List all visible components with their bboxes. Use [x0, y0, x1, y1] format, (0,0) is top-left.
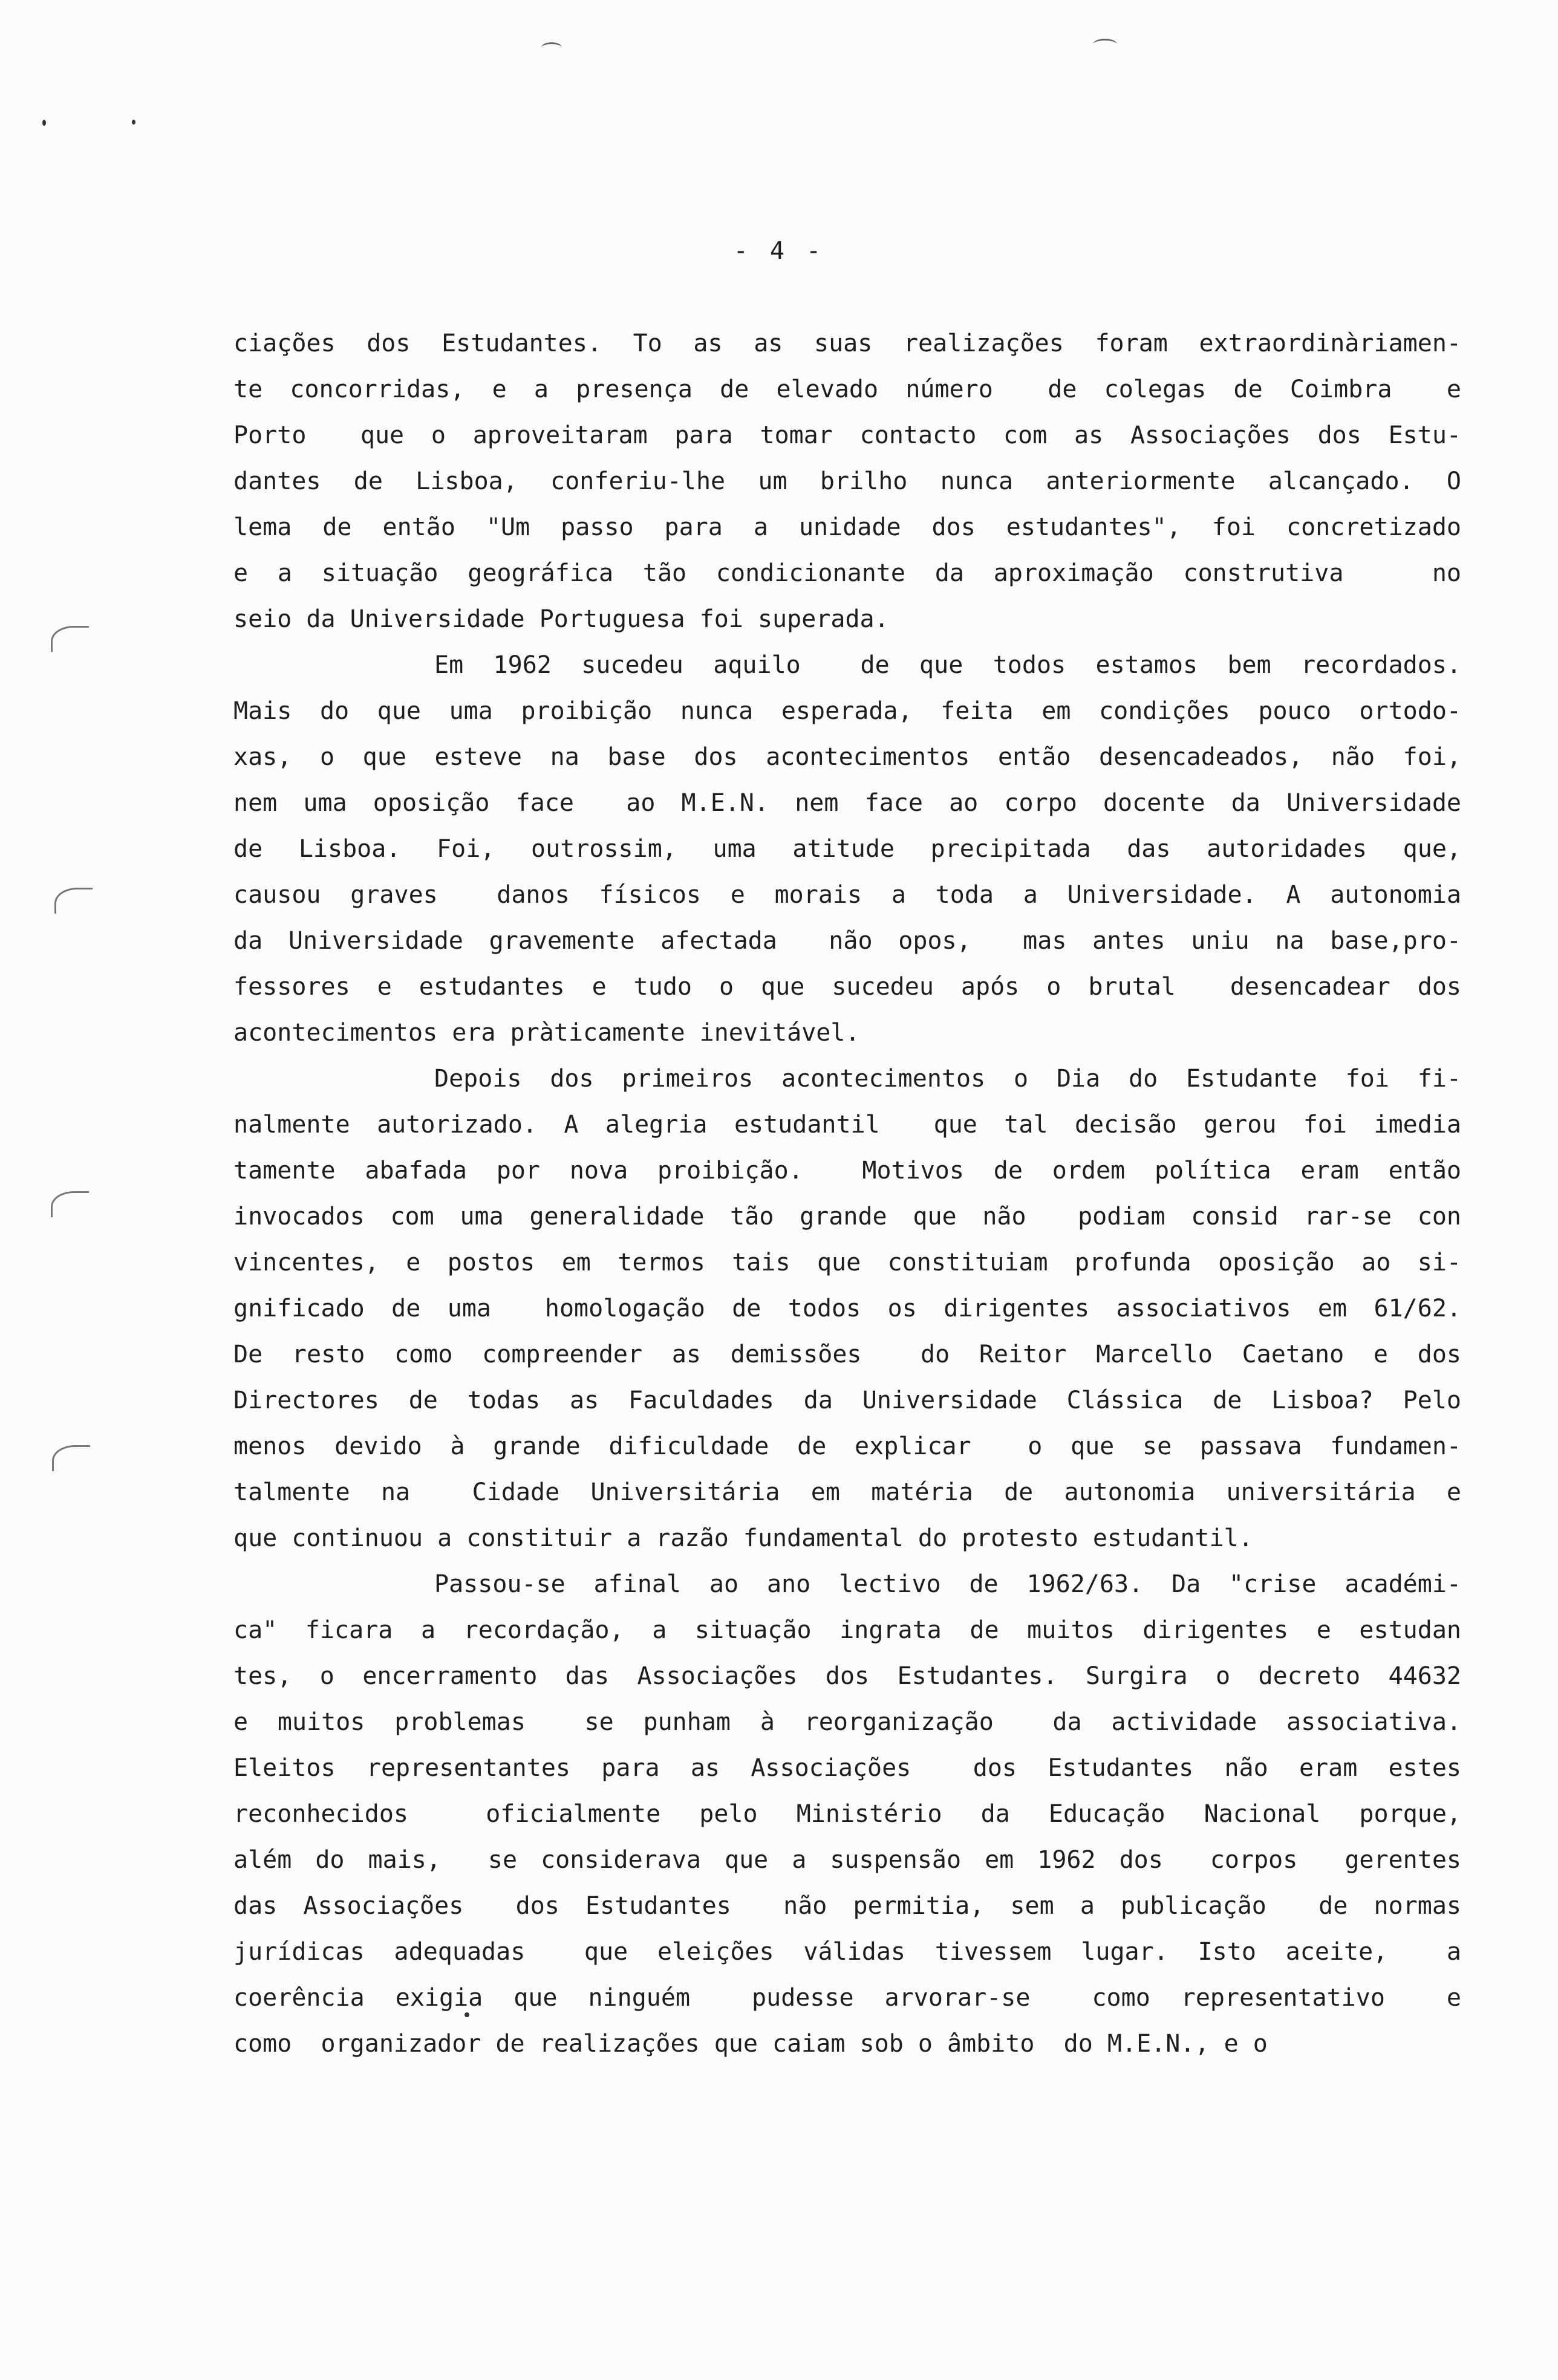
text-line: além do mais, se considerava que a suspensão em 1962 dos corpos gerentes [233, 1846, 1461, 1874]
text-line: acontecimentos era pràticamente inevitável. [233, 1019, 860, 1047]
text-line: como organizador de realizações que caiam sob o âmbito do M.E.N., e o [233, 2030, 1268, 2058]
scan-speck [132, 120, 135, 125]
text-line: ciações dos Estudantes. To as as suas realizações foram extraordinàriamen- [233, 330, 1461, 357]
document-body [233, 320, 1461, 2067]
binding-hole-mark [51, 1191, 89, 1217]
text-line: ca" ficara a recordação, a situação ingrata de muitos dirigentes e estudan [233, 1616, 1461, 1644]
scan-mark [1093, 39, 1117, 50]
text-line: menos devido à grande dificuldade de explicar o que se passava fundamen- [233, 1432, 1461, 1460]
scan-mark [541, 42, 562, 53]
text-line: Mais do que uma proibição nunca esperada, feita em condições pouco ortodo- [233, 697, 1461, 725]
text-line: nem uma oposição face ao M.E.N. nem face ao corpo docente da Universidade [233, 789, 1461, 817]
text-line: das Associações dos Estudantes não permitia, sem a publicação de normas [233, 1892, 1461, 1920]
text-line: Passou-se afinal ao ano lectivo de 1962/63. Da "crise académi- [434, 1570, 1461, 1598]
text-line: de Lisboa. Foi, outrossim, uma atitude precipitada das autoridades que, [233, 835, 1461, 863]
text-line: tes, o encerramento das Associações dos Estudantes. Surgira o decreto 44632 [233, 1662, 1461, 1690]
text-line: nalmente autorizado. A alegria estudantil que tal decisão gerou foi imedia [233, 1111, 1461, 1139]
text-line: da Universidade gravemente afectada não opos, mas antes uniu na base,pro- [233, 927, 1461, 955]
text-line: lema de então "Um passo para a unidade dos estudantes", foi concretizado [233, 513, 1461, 541]
text-line: e muitos problemas se punham à reorganização da actividade associativa. [233, 1708, 1461, 1736]
text-line: te concorridas, e a presença de elevado número de colegas de Coimbra e [233, 376, 1461, 403]
paragraph [233, 320, 1461, 642]
text-line: que continuou a constituir a razão fundamental do protesto estudantil. [233, 1524, 1253, 1552]
text-line: dantes de Lisboa, conferiu-lhe um brilho nunca anteriormente alcançado. O [233, 467, 1461, 495]
text-line: Depois dos primeiros acontecimentos o Dia do Estudante foi fi- [434, 1065, 1461, 1093]
text-line: fessores e estudantes e tudo o que sucedeu após o brutal desencadear dos [233, 973, 1461, 1001]
text-line: talmente na Cidade Universitária em matéria de autonomia universitária e [233, 1478, 1461, 1506]
text-line: Porto que o aproveitaram para tomar contacto com as Associações dos Estu- [233, 421, 1461, 449]
text-line: causou graves danos físicos e morais a toda a Universidade. A autonomia [233, 881, 1461, 909]
text-line: De resto como compreender as demissões do Reitor Marcello Caetano e dos [233, 1341, 1461, 1368]
text-line: coerência exigia que ninguém pudesse arvorar-se como representativo e [233, 1984, 1461, 2012]
binding-hole-mark [52, 1445, 90, 1471]
text-line: gnificado de uma homologação de todos os dirigentes associativos em 61/62. [233, 1295, 1461, 1322]
text-line: invocados com uma generalidade tão grande que não podiam consid rar-se con [233, 1203, 1461, 1231]
paragraph [233, 642, 1461, 1056]
text-line: Em 1962 sucedeu aquilo de que todos estamos bem recordados. [434, 651, 1461, 679]
text-line: reconhecidos oficialmente pelo Ministério da Educação Nacional porque, [233, 1800, 1461, 1828]
binding-hole-mark [51, 626, 89, 652]
text-line: jurídicas adequadas que eleições válidas tivessem lugar. Isto aceite, a [233, 1938, 1461, 1966]
text-line: xas, o que esteve na base dos acontecimentos então desencadeados, não foi, [233, 743, 1461, 771]
text-line: Eleitos representantes para as Associações dos Estudantes não eram estes [233, 1754, 1461, 1782]
paragraph [233, 1561, 1461, 2067]
paragraph [233, 1056, 1461, 1561]
scan-speck [42, 120, 46, 126]
text-line: tamente abafada por nova proibição. Motivos de ordem política eram então [233, 1157, 1461, 1185]
text-line: Directores de todas as Faculdades da Universidade Clássica de Lisboa? Pelo [233, 1387, 1461, 1414]
text-line: seio da Universidade Portuguesa foi superada. [233, 605, 889, 633]
binding-hole-mark [54, 888, 93, 914]
page-number: - 4 - [733, 237, 825, 265]
text-line: vincentes, e postos em termos tais que constituiam profunda oposição ao si- [233, 1249, 1461, 1276]
text-line: e a situação geográfica tão condicionante da aproximação construtiva no [233, 559, 1461, 587]
